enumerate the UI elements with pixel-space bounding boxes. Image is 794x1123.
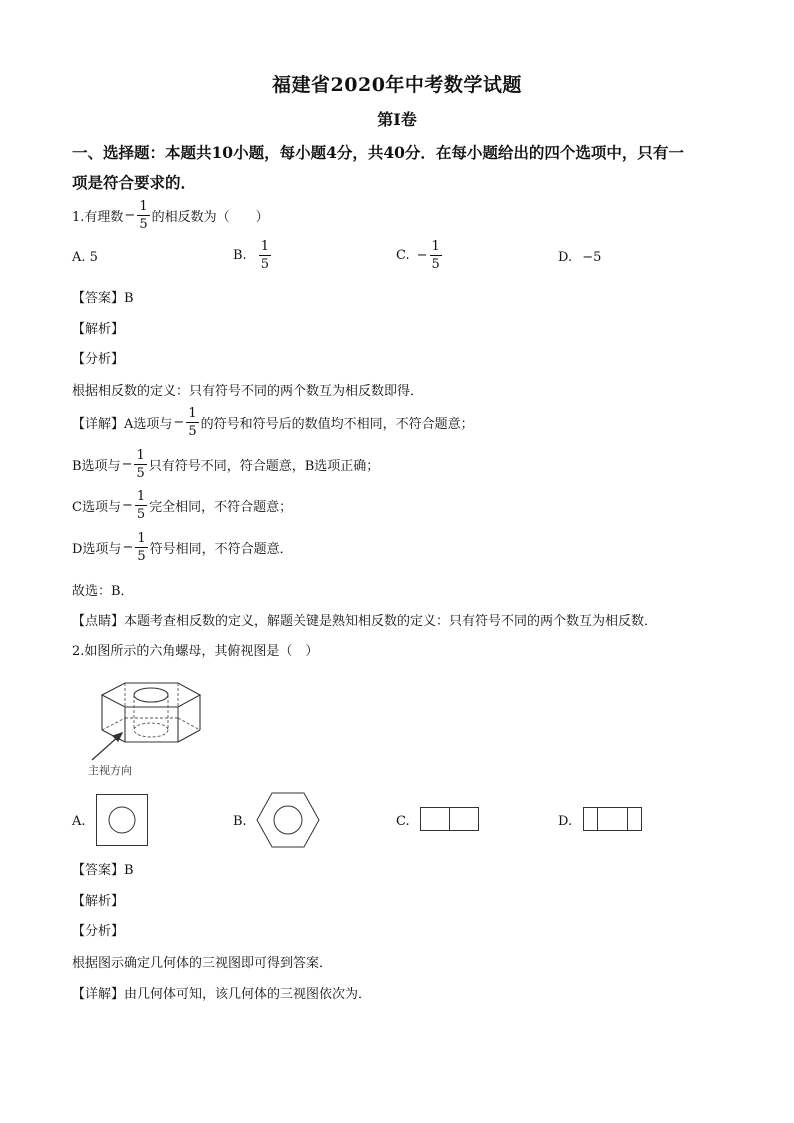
q1-detail-a-fraction xyxy=(186,407,198,438)
q1-detail-c xyxy=(72,490,292,521)
q1-option-b-numerator: 1 xyxy=(260,239,269,254)
q1-option-d-value: −5 xyxy=(582,250,602,265)
q2-option-c-figure[interactable] xyxy=(420,807,482,837)
q2-option-b-label[interactable]: B. xyxy=(233,814,247,829)
q1-review xyxy=(72,610,657,629)
three-rectangles-icon xyxy=(583,807,645,833)
q1-detail-d-denominator: 5 xyxy=(137,549,146,564)
q2-answer xyxy=(72,859,134,878)
q1-minus-sign: − xyxy=(124,208,136,223)
hexagon-circle-icon xyxy=(256,792,320,848)
figure-caption: 主视方向 xyxy=(88,764,132,777)
q1-detail-b-denominator: 5 xyxy=(136,466,145,481)
q1-option-c-label: C. xyxy=(396,248,410,263)
q1-detail-a-post: 的符号和符号后的数值均不相同，不符合题意； xyxy=(200,417,474,432)
q1-option-a-value: 5 xyxy=(89,250,98,265)
q1-option-c-fraction xyxy=(430,240,442,271)
q1-jiexi-tag: 【解析】 xyxy=(72,322,125,337)
volume-heading: 第Ⅰ卷 xyxy=(377,110,417,129)
q1-detail-a-minus: − xyxy=(173,415,185,430)
q1-option-a-label: A. xyxy=(72,250,86,265)
q1-option-c-numerator: 1 xyxy=(431,239,440,254)
q1-fraction xyxy=(137,200,149,231)
q1-detail-a-pre: A选项与 xyxy=(124,417,173,432)
q2-answer-tag: 【答案】 xyxy=(72,863,125,878)
q1-detail-d-fraction xyxy=(135,532,147,563)
q1-detail-c-post: 完全相同，不符合题意； xyxy=(149,500,293,515)
q1-detail-c-minus: − xyxy=(121,498,133,513)
q1-option-d-label: D. xyxy=(558,250,573,265)
q2-detail-text: 由几何体可知，该几何体的三视图依次为． xyxy=(124,987,372,1002)
square-circle-icon xyxy=(96,794,148,846)
q1-answer xyxy=(72,287,134,306)
q2-fenxi-tag: 【分析】 xyxy=(72,924,125,939)
q1-fraction-denominator: 5 xyxy=(139,217,148,232)
q1-detail-a-numerator: 1 xyxy=(188,406,197,421)
q1-detail-d xyxy=(72,532,293,563)
q2-detail xyxy=(72,983,371,1002)
q1-option-d[interactable] xyxy=(558,250,601,265)
q1-detail-c-numerator: 1 xyxy=(136,489,146,504)
q2-jiexi-tag: 【解析】 xyxy=(72,894,125,909)
q2-option-a-label[interactable]: A. xyxy=(72,814,86,829)
q1-answer-value: B xyxy=(124,291,134,306)
q1-option-b[interactable] xyxy=(233,240,273,271)
q1-detail-a xyxy=(72,407,474,438)
q1-detail-a-denominator: 5 xyxy=(188,424,197,439)
q1-detail-tag: 【详解】 xyxy=(72,417,125,432)
q2-option-b-figure[interactable] xyxy=(256,792,320,852)
q1-detail-d-pre: D选项与 xyxy=(72,542,122,557)
question-1-stem xyxy=(72,200,269,231)
q1-detail-d-post: 符号相同，不符合题意． xyxy=(149,542,293,557)
question-2-stem: 2.如图所示的六角螺母，其俯视图是（ ） xyxy=(72,644,319,659)
section-heading-line2: 项是符合要求的． xyxy=(72,173,197,192)
q1-fraction-numerator: 1 xyxy=(139,199,148,214)
q2-option-c-label[interactable]: C. xyxy=(396,814,410,829)
q2-option-d-figure[interactable] xyxy=(583,807,645,837)
q1-detail-d-minus: − xyxy=(122,540,134,555)
q2-option-d-label[interactable]: D. xyxy=(558,814,573,829)
q2-analysis-text: 根据图示确定几何体的三视图即可得到答案． xyxy=(72,956,333,971)
q2-detail-tag: 【详解】 xyxy=(72,987,125,1002)
q1-analysis-text: 根据相反数的定义：只有符号不同的两个数互为相反数即得． xyxy=(72,384,424,399)
q1-choose-text: 故选：B． xyxy=(72,584,134,599)
q1-option-b-label: B. xyxy=(233,248,247,263)
q1-detail-c-pre: C选项与 xyxy=(72,500,121,515)
two-rectangles-icon xyxy=(420,807,482,833)
q1-option-c-denominator: 5 xyxy=(431,257,440,272)
q2-answer-value: B xyxy=(124,863,134,878)
q1-suffix: 的相反数为（ ） xyxy=(151,210,269,225)
q1-option-c-minus: − xyxy=(416,248,428,263)
q1-option-b-denominator: 5 xyxy=(260,257,269,272)
q1-detail-b-post: 只有符号不同，符合题意，B选项正确； xyxy=(148,459,380,474)
q1-detail-b xyxy=(72,449,379,480)
q1-detail-c-fraction xyxy=(135,490,147,521)
q1-fenxi-tag: 【分析】 xyxy=(72,352,125,367)
q1-detail-b-minus: − xyxy=(121,457,133,472)
q1-option-b-fraction xyxy=(259,240,271,271)
q1-prefix: 1.有理数 xyxy=(72,210,124,225)
section-heading-line1: 一、选择题：本题共10小题，每小题4分，共40分．在每小题给出的四个选项中，只有一 xyxy=(72,143,684,162)
q1-option-c[interactable] xyxy=(396,240,444,271)
q1-review-text: 本题考查相反数的定义，解题关键是熟知相反数的定义：只有符号不同的两个数互为相反数． xyxy=(124,614,658,629)
q1-detail-d-numerator: 1 xyxy=(137,531,146,546)
q1-detail-b-numerator: 1 xyxy=(136,448,145,463)
q1-review-tag: 【点睛】 xyxy=(72,614,125,629)
q1-detail-b-pre: B选项与 xyxy=(72,459,121,474)
q1-detail-c-denominator: 5 xyxy=(136,507,146,522)
q1-detail-b-fraction xyxy=(134,449,146,480)
q1-option-a[interactable] xyxy=(72,250,98,265)
page-title: 福建省2020年中考数学试题 xyxy=(272,74,522,96)
q2-option-a-figure[interactable] xyxy=(96,794,148,850)
q1-answer-tag: 【答案】 xyxy=(72,291,125,306)
